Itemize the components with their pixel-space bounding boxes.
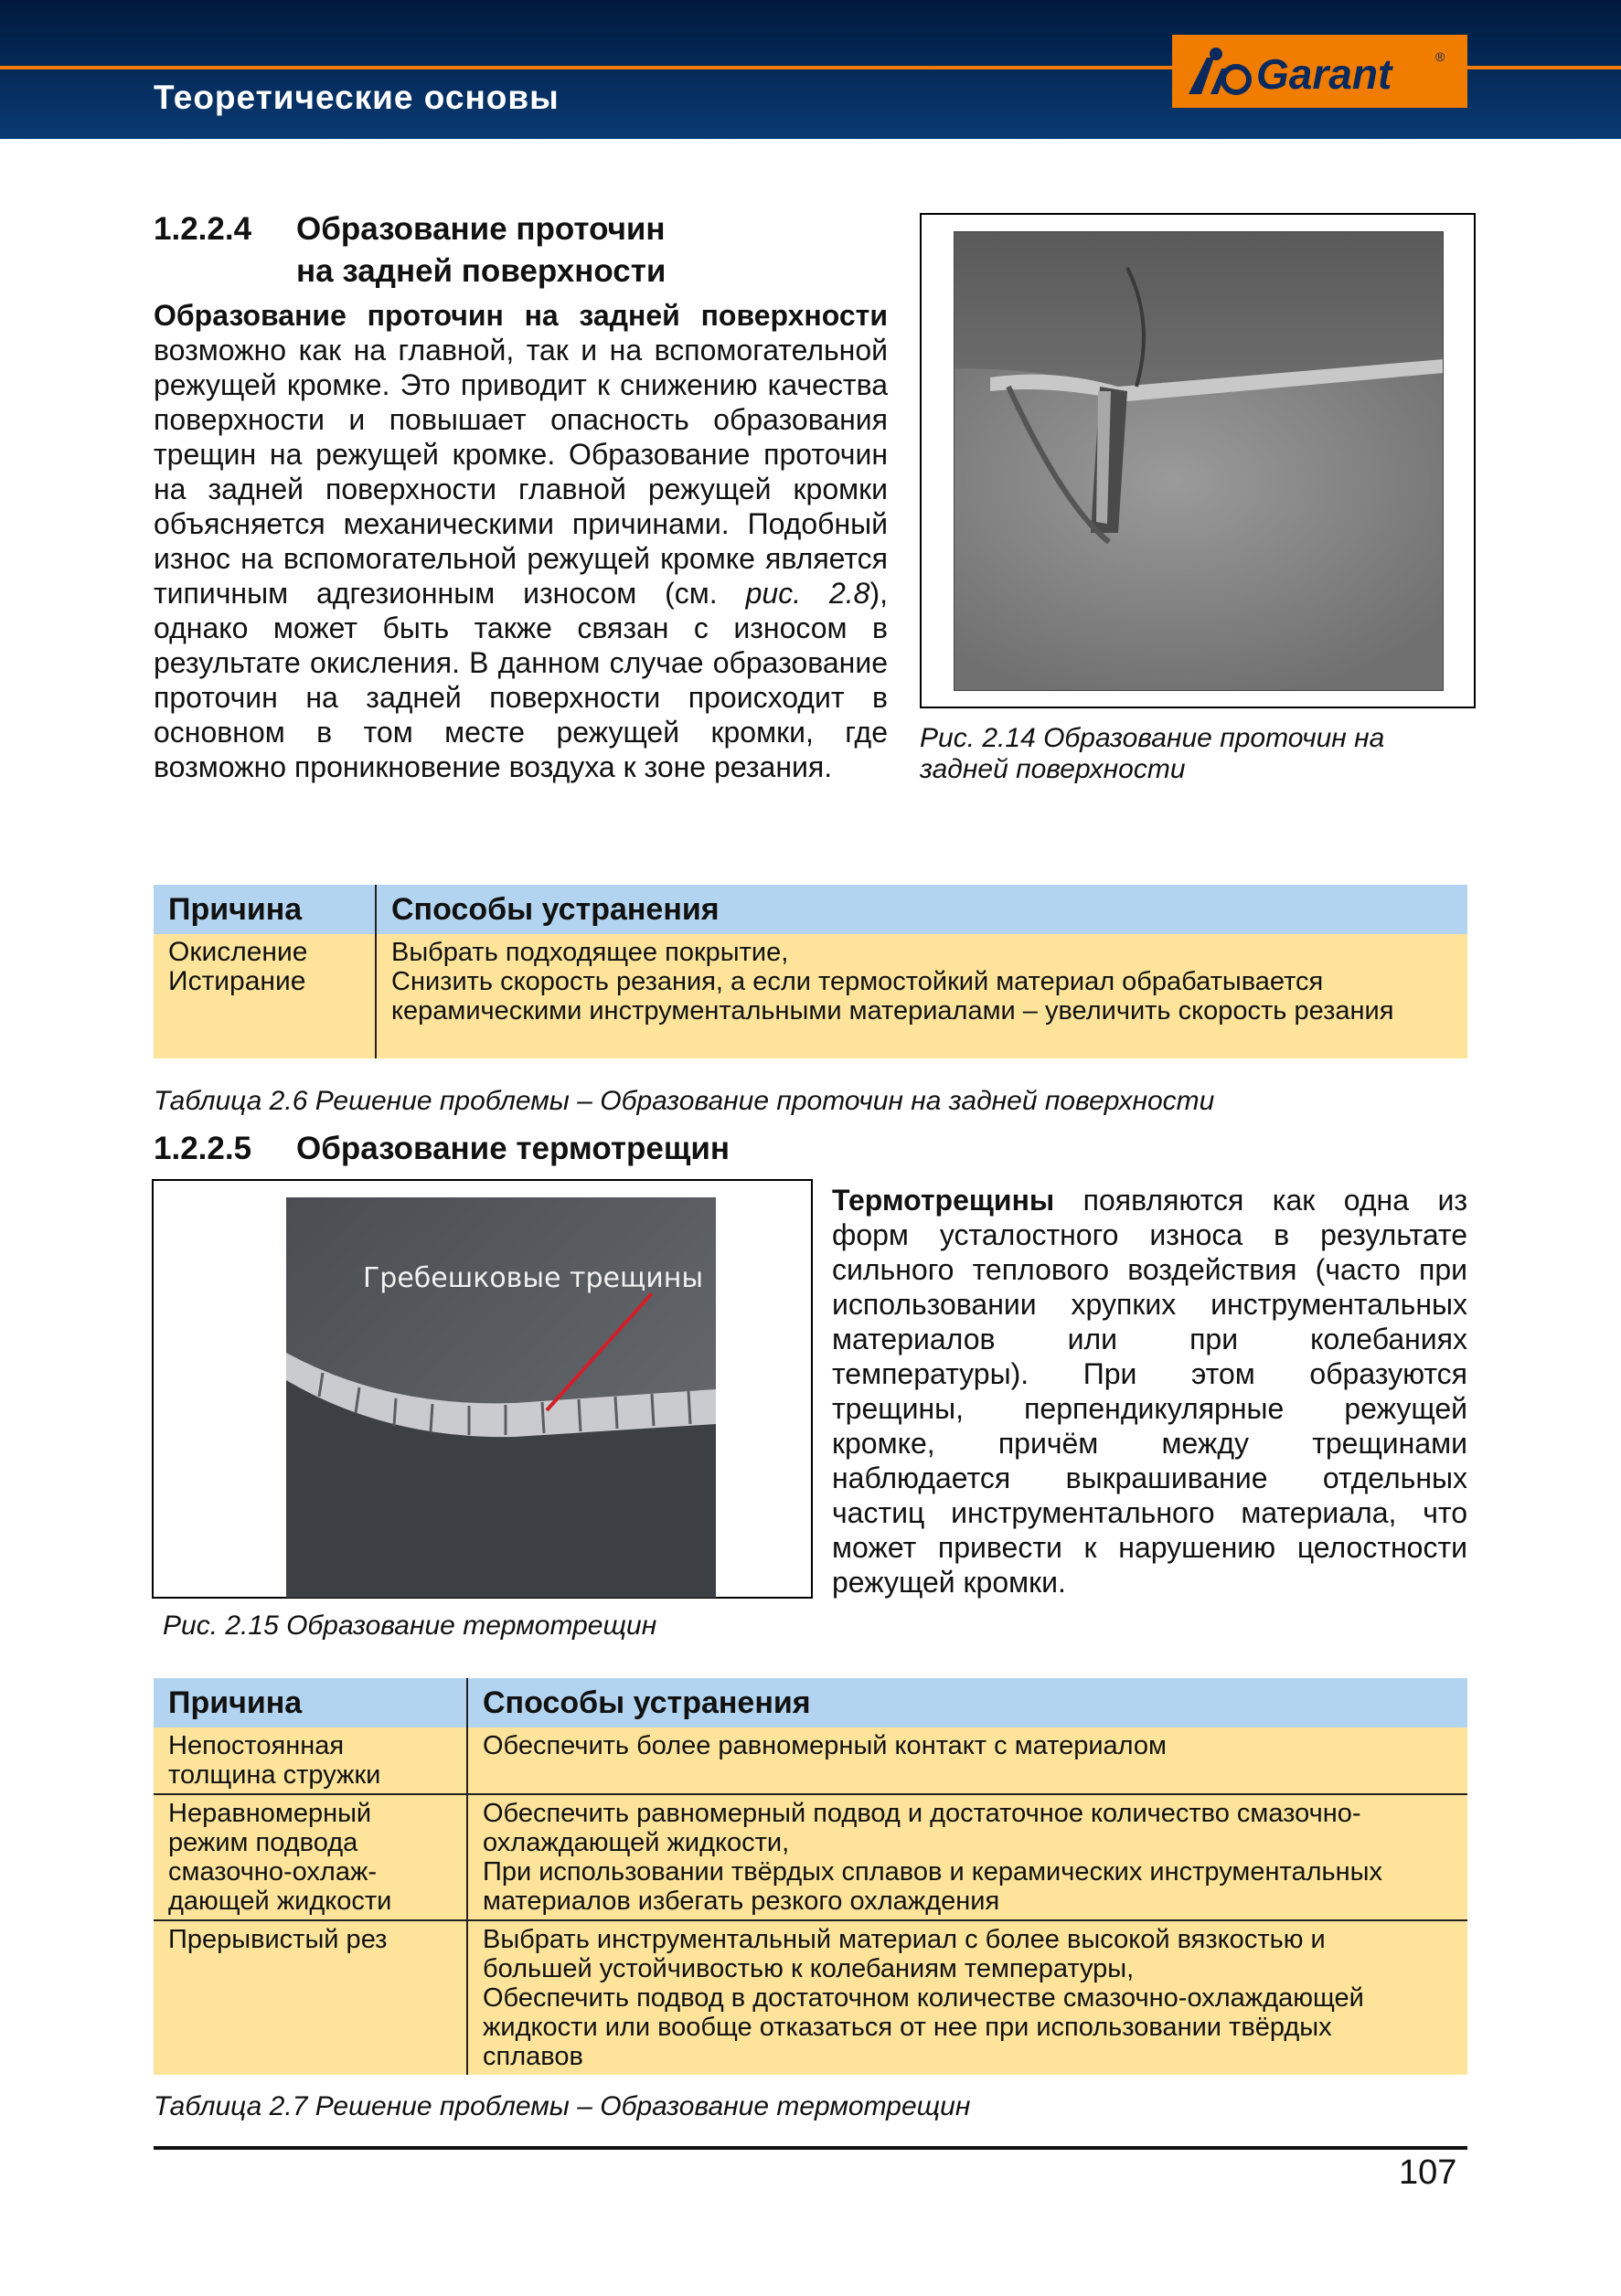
figure-label: Гребешковые трещины <box>363 1262 704 1294</box>
section1-text-b: ), однако может быть также связан с износом в результате окисления. В данном случае образование проточин на задней поверхности происходит в основном в том месте режущей кромки, где возможно проникновение воздуха к зоне резания. <box>154 577 889 783</box>
section-number: 1.2.2.4 <box>154 211 252 247</box>
section2-text: появляются как одна из форм усталостного износа в результате сильного теплового воздействия (часто при использовании хрупких инструментальных материалов или при колебаниях температуры). При этом образуются трещины, перпендикулярные режущей кромке, причём между трещинами наблюдается выкрашивание отдельных частиц инструментального материала, что может привести к нарушению целостности режущей кромки. <box>832 1184 1467 1599</box>
figure-2-15-caption: Рис. 2.15 Образование термотрещин <box>163 1610 657 1641</box>
figure-2-14-frame <box>920 213 1476 708</box>
page-header <box>0 0 1621 139</box>
figure-2-14-caption: Рис. 2.14 Образование проточин на задней поверхности <box>920 723 1385 784</box>
section1-lead-term: Образование проточин на задней поверхности <box>154 299 888 332</box>
section-title: Образование термотрещин <box>296 1131 731 1166</box>
table-row <box>154 1920 1467 2075</box>
table-cell-remedy: Обеспечить равномерный подвод и достаточное количество смазочно- охлаждающей жидкости, При использовании твёрдых сплавов и керамических инструментальных материалов избегать резкого охлаждения <box>467 1794 1467 1920</box>
header-title: Теоретические основы <box>154 79 560 116</box>
section-heading-1-2-2-4 <box>154 208 666 292</box>
table-cell-cause: Прерывистый рез <box>154 1920 467 2075</box>
section2-lead-term: Термотрещины <box>832 1184 1055 1217</box>
garant-logo <box>1172 35 1467 108</box>
section1-text-a: возможно как на главной, так и на вспомогательной режущей кромке. Это приводит к снижению качества поверхности и повышает опасность образования трещин на режущей кромке. Образование проточин на задней поверхности главной режущей кромки объясняется механическими причинами. Подобный износ на вспомогательной режущей кромке является типичным адгезионным износом (см. <box>154 334 888 610</box>
table-cell-cause: Неравномерный режим подвода смазочно-охлаж- дающей жидкости <box>154 1794 467 1920</box>
column-header-cause: Причина <box>154 885 376 934</box>
table-2-7 <box>154 1678 1467 2075</box>
table-2-6 <box>154 885 1467 1058</box>
table-cell-remedy: Выбрать инструментальный материал с более высокой вязкостью и большей устойчивостью к колебаниям температуры, Обеспечить подвод в достаточном количестве смазочно-охлаждающей жидкости или вообще отказаться от нее при использовании твёрдых сплавов <box>467 1920 1467 2075</box>
column-header-remedy: Способы устранения <box>376 885 1467 934</box>
table-header-row <box>154 885 1467 934</box>
section-title-line1: Образование проточин <box>296 211 666 247</box>
table-row <box>154 1727 1467 1794</box>
page-number: 107 <box>1399 2153 1457 2192</box>
table-row <box>154 1794 1467 1920</box>
svg-text:Garant: Garant <box>1255 50 1392 98</box>
footer-rule <box>154 2146 1467 2150</box>
table-cell-cause: Непостоянная толщина стружки <box>154 1727 467 1794</box>
section-number: 1.2.2.5 <box>154 1131 252 1166</box>
table-row <box>154 934 1467 1058</box>
table-cell-remedy: Выбрать подходящее покрытие, Снизить скорость резания, а если термостойкий материал обрабатывается керамическими инструментальными материалами – увеличить скорость резания <box>376 934 1467 1058</box>
column-header-remedy: Способы устранения <box>467 1678 1467 1727</box>
svg-text:®: ® <box>1434 49 1445 64</box>
table-cell-remedy: Обеспечить более равномерный контакт с материалом <box>467 1727 1467 1794</box>
table-2-6-caption: Таблица 2.6 Решение проблемы – Образование проточин на задней поверхности <box>154 1086 1215 1116</box>
figure-2-14-photo <box>954 231 1444 691</box>
column-header-cause: Причина <box>154 1678 467 1727</box>
section-heading-1-2-2-5 <box>154 1128 730 1170</box>
figure-2-15-frame <box>152 1179 813 1599</box>
table-cell-cause: Окисление Истирание <box>154 934 376 1058</box>
garant-logo-icon <box>1183 41 1457 101</box>
section-title-line2: на задней поверхности <box>296 253 667 289</box>
section1-paragraph <box>154 298 888 784</box>
table-2-7-caption: Таблица 2.7 Решение проблемы – Образование термотрещин <box>154 2091 971 2121</box>
section2-paragraph <box>832 1183 1467 1600</box>
table-header-row <box>154 1678 1467 1727</box>
figure-reference: рис. 2.8 <box>745 577 870 610</box>
figure-2-15-photo <box>286 1197 716 1598</box>
